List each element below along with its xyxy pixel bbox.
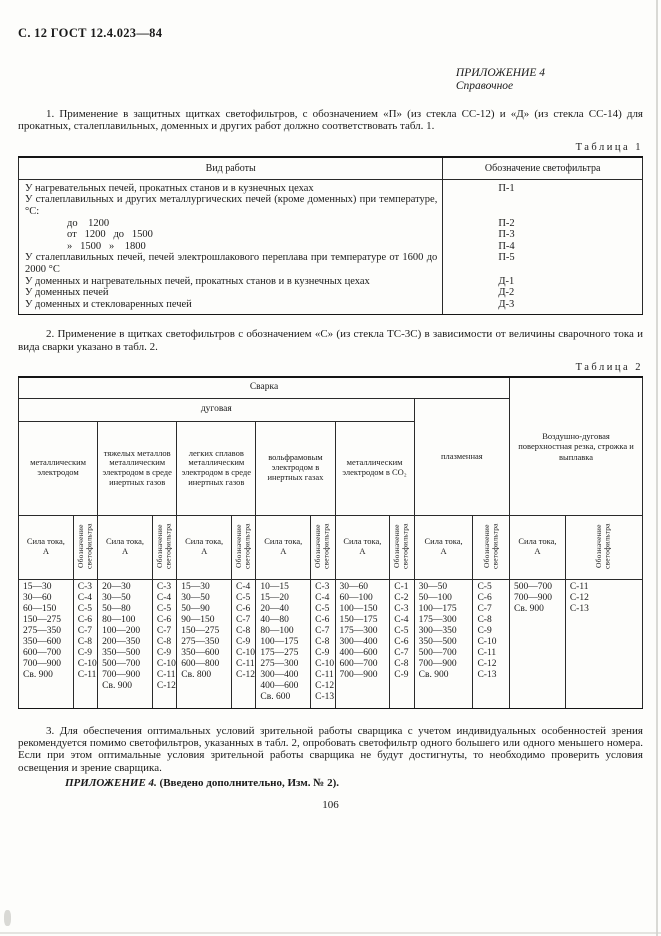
filter-designation-cell: П-5 bbox=[443, 252, 643, 275]
table1-row bbox=[19, 194, 643, 217]
work-type-cell: У сталеплавильных и других металлургических печей (кроме доменных) при температуре, °С: bbox=[19, 194, 443, 217]
filter-designation-cell: Д-3 bbox=[443, 299, 643, 315]
filter-values-cell: С-11 С-12 С-13 bbox=[565, 579, 642, 708]
scan-artifact-right-edge bbox=[656, 0, 658, 936]
appendix-footnote-text: (Введено дополнительно, Изм. № 2). bbox=[159, 777, 340, 790]
current-values-cell: 20—30 30—50 50—80 80—100 100—200 200—350 350—500 500—700 700—900 Св. 900 bbox=[98, 579, 153, 708]
table1-row bbox=[19, 179, 643, 194]
paragraph-2: 2. Применение в щитках светофильтров с обозначением «С» (из стекла ТС-3С) в зависимости от величины сварочного тока и вида сварки указано в табл. 2. bbox=[18, 328, 643, 353]
paragraph-1: 1. Применение в защитных щитках светофильтров, с обозначением «П» (из стекла СС-12) и «Д» (из стекла СС-14) для прокатных, сталеплавильных, доменных и других работ должно соответствовать табл. 1. bbox=[18, 108, 643, 133]
filter-label bbox=[232, 515, 256, 579]
current-label: Сила тока, А bbox=[177, 515, 232, 579]
filter-label bbox=[152, 515, 176, 579]
table1-row bbox=[19, 241, 643, 253]
page-header: С. 12 ГОСТ 12.4.023—84 bbox=[18, 26, 163, 40]
current-label: Сила тока, А bbox=[98, 515, 153, 579]
filter-label bbox=[311, 515, 335, 579]
filter-label bbox=[565, 515, 642, 579]
current-label: Сила тока, А bbox=[414, 515, 473, 579]
work-type-cell: У доменных и стекловаренных печей bbox=[19, 299, 443, 315]
current-values-cell: 15—30 30—60 60—150 150—275 275—350 350—600 600—700 700—900 Св. 900 bbox=[19, 579, 74, 708]
table2-header-air-arc: Воздушно-дуговая поверхностная резка, строжка и выплавка bbox=[510, 377, 643, 515]
table1-row bbox=[19, 299, 643, 315]
table1-header-filter: Обозначение светофильтра bbox=[443, 157, 643, 180]
current-values-cell: 30—60 60—100 100—150 150—175 175—300 300—400 400—600 600—700 700—900 bbox=[335, 579, 390, 708]
page-number: 106 bbox=[322, 799, 339, 812]
table2-data-row bbox=[19, 579, 643, 708]
table2-group-2: тяжелых металлов металлическим электродом в среде инертных газов bbox=[98, 421, 177, 515]
table2-caption: Таблица 2 bbox=[575, 362, 643, 374]
filter-designation-cell: П-2 bbox=[443, 218, 643, 230]
table2-header-row-1 bbox=[19, 377, 643, 398]
appendix-footnote bbox=[18, 777, 643, 789]
table2-header-arc: дуговая bbox=[19, 398, 415, 421]
current-label: Сила тока, А bbox=[510, 515, 566, 579]
table2-header-plasma: плазменная bbox=[414, 398, 509, 515]
paragraph-3: 3. Для обеспечения оптимальных условий зрительной работы сварщика с учетом индивидуальных особенностей зрения рекомендуется помимо светофильтров, указанных в табл. 2, опробовать светофильтр одного большего или одного меньшего номера. Если при этом оптимальные условия зрительной работы сварщика не будут достигнуты, то необходимо проверить условия освещения и зрение сварщика. bbox=[18, 724, 643, 774]
current-values-cell: 500—700 700—900 Св. 900 bbox=[510, 579, 566, 708]
table2-header-row-4 bbox=[19, 515, 643, 579]
table1-row bbox=[19, 276, 643, 288]
current-values-cell: 15—30 30—50 50—90 90—150 150—275 275—350 350—600 600—800 Св. 800 bbox=[177, 579, 232, 708]
table2-group-1: металлическим электродом bbox=[19, 421, 98, 515]
filter-designation-cell: Д-2 bbox=[443, 287, 643, 299]
current-label: Сила тока, А bbox=[19, 515, 74, 579]
current-label: Сила тока, А bbox=[256, 515, 311, 579]
table2 bbox=[18, 376, 643, 709]
table2-group-4: вольфрамовым электродом в инертных газах bbox=[256, 421, 335, 515]
current-values-cell: 10—15 15—20 20—40 40—80 80—100 100—175 175—275 275—300 300—400 400—600 Св. 600 bbox=[256, 579, 311, 708]
table1-header-row bbox=[19, 157, 643, 180]
filter-designation-cell: П-4 bbox=[443, 241, 643, 253]
filter-values-cell: С-1 С-2 С-3 С-4 С-5 С-6 С-7 С-8 С-9 bbox=[390, 579, 414, 708]
work-type-cell: У доменных печей bbox=[19, 287, 443, 299]
work-type-cell: У доменных и нагревательных печей, прокатных станов и в кузнечных цехах bbox=[19, 276, 443, 288]
appendix-heading bbox=[456, 67, 545, 93]
filter-values-cell: С-3 С-4 С-5 С-6 С-7 С-8 С-9 С-10 С-11 С-12 bbox=[152, 579, 176, 708]
filter-designation-cell: П-1 bbox=[443, 179, 643, 194]
table2-group-5: металлическим электродом в CO₂ bbox=[335, 421, 414, 515]
filter-designation-cell: Д-1 bbox=[443, 276, 643, 288]
table1-row bbox=[19, 218, 643, 230]
current-values-cell: 30—50 50—100 100—175 175—300 300—350 350—500 500—700 700—900 Св. 900 bbox=[414, 579, 473, 708]
filter-values-cell: С-3 С-4 С-5 С-6 С-7 С-8 С-9 С-10 С-11 С-12 С-13 bbox=[311, 579, 335, 708]
work-type-cell: » 1500 » 1800 bbox=[19, 241, 443, 253]
appendix-kind: Справочное bbox=[455, 80, 514, 92]
filter-label-rotated: Обозначение светофильтра bbox=[234, 522, 252, 569]
table1-body bbox=[19, 179, 643, 315]
table1-row bbox=[19, 252, 643, 275]
filter-designation-cell: П-3 bbox=[443, 229, 643, 241]
table1-caption: Таблица 1 bbox=[575, 141, 643, 153]
table2-group-3: легких сплавов металлическим электродом в среде инертных газов bbox=[177, 421, 256, 515]
table2-header-svarka: Сварка bbox=[19, 377, 510, 398]
filter-values-cell: С-3 С-4 С-5 С-6 С-7 С-8 С-9 С-10 С-11 bbox=[73, 579, 97, 708]
work-type-cell: У нагревательных печей, прокатных станов и в кузнечных цехах bbox=[19, 179, 443, 194]
work-type-cell: до 1200 bbox=[19, 218, 443, 230]
filter-label bbox=[473, 515, 510, 579]
scan-artifact-smudge bbox=[4, 910, 11, 926]
table1-header-work: Вид работы bbox=[19, 157, 443, 180]
filter-label bbox=[390, 515, 414, 579]
filter-label-rotated: Обозначение светофильтра bbox=[313, 522, 331, 569]
table1-row bbox=[19, 229, 643, 241]
table1 bbox=[18, 156, 643, 316]
appendix-label: ПРИЛОЖЕНИЕ 4 bbox=[455, 67, 545, 79]
work-type-cell: У сталеплавильных печей, печей электрошлакового переплава при температуре от 1600 до 2000 °С bbox=[19, 252, 443, 275]
filter-label-rotated: Обозначение светофильтра bbox=[392, 522, 410, 569]
scan-artifact-bottom-edge bbox=[0, 932, 661, 934]
filter-label-rotated: Обозначение светофильтра bbox=[594, 522, 612, 569]
filter-values-cell: С-5 С-6 С-7 С-8 С-9 С-10 С-11 С-12 С-13 bbox=[473, 579, 510, 708]
filter-label bbox=[73, 515, 97, 579]
appendix-footnote-title: ПРИЛОЖЕНИЕ 4. bbox=[65, 777, 157, 790]
filter-values-cell: С-4 С-5 С-6 С-7 С-8 С-9 С-10 С-11 С-12 bbox=[232, 579, 256, 708]
filter-label-rotated: Обозначение светофильтра bbox=[481, 522, 500, 569]
table1-row bbox=[19, 287, 643, 299]
filter-label-rotated: Обозначение светофильтра bbox=[75, 522, 94, 569]
filter-designation-cell bbox=[443, 194, 643, 217]
current-label: Сила тока, А bbox=[335, 515, 390, 579]
work-type-cell: от 1200 до 1500 bbox=[19, 229, 443, 241]
filter-label-rotated: Обозначение светофильтра bbox=[154, 522, 173, 569]
